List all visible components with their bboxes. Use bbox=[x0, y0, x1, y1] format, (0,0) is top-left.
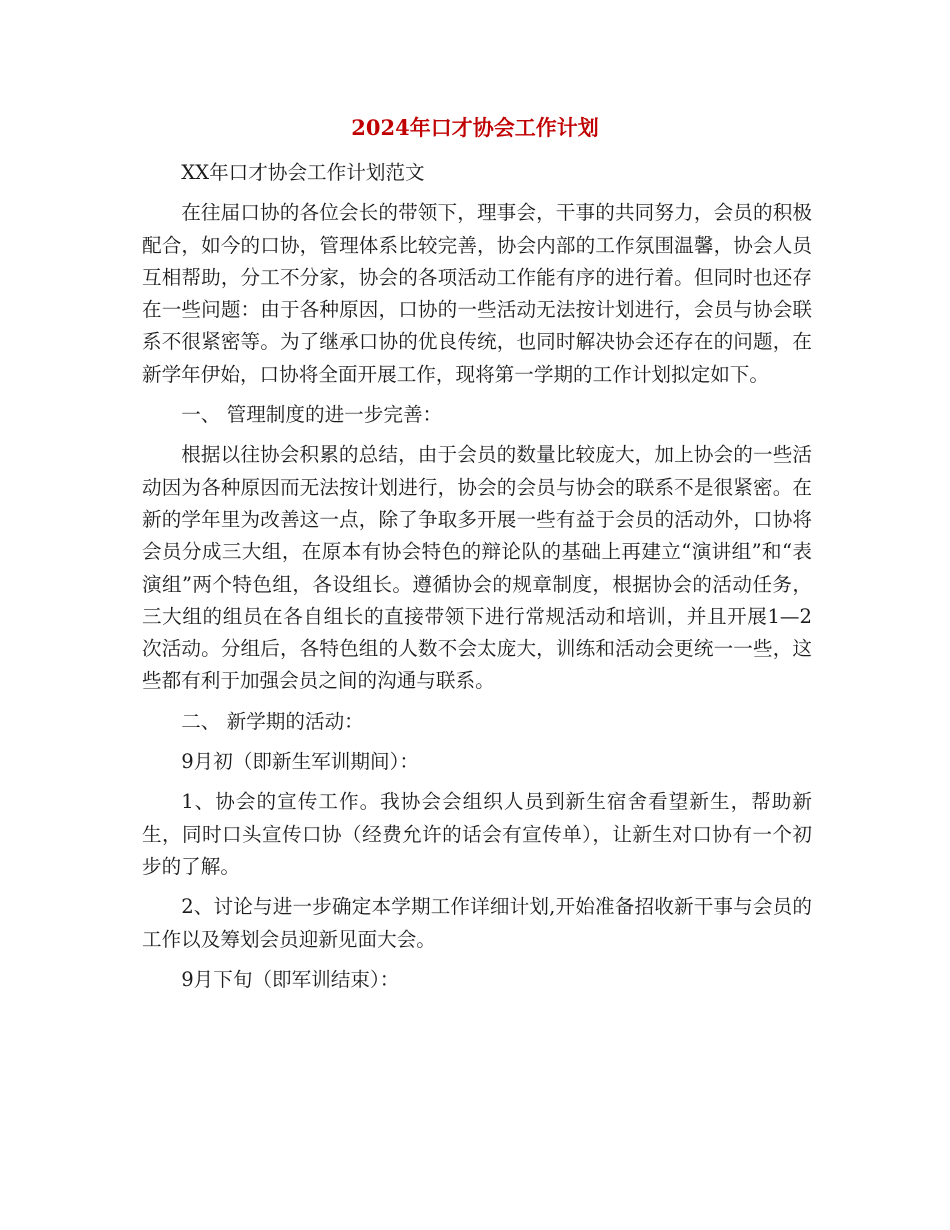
document-title: 2024年口才协会工作计划 bbox=[351, 115, 599, 140]
paragraph-intro: 在往届口协的各位会长的带领下，理事会，干事的共同努力，会员的积极配合，如今的口协，管理体系比较完善，协会内部的工作氛围温馨，协会人员互相帮助，分工不分家，协会的各项活动工作能有序的进行着。但同时也还存在一些问题：由于各种原因，口协的一些活动无法按计划进行，会员与协会联系不很紧密等。为了继承口协的优良传统，也同时解决协会还存在的问题，在新学年伊始，口协将全面开展工作，现将第一学期的工作计划拟定如下。 bbox=[142, 201, 812, 386]
section-heading-1: 一、 管理制度的进一步完善： bbox=[181, 403, 443, 427]
section-heading-2: 二、 新学期的活动： bbox=[181, 709, 364, 733]
subheading-late-september: 9月下旬（即军训结束）： bbox=[181, 967, 400, 991]
subheading-early-september: 9月初（即新生军训期间）： bbox=[181, 750, 419, 774]
paragraph-management: 根据以往协会积累的总结，由于会员的数量比较庞大，加上协会的一些活动因为各种原因而无法按计划进行，协会的会员与协会的联系不是很紧密。在新的学年里为改善这一点，除了争取多开展一些有益于会员的活动外，口协将会员分成三大组，在原本有协会特色的辩论队的基础上再建立“演讲组”和“表演组”两个特色组，各设组长。遵循协会的规章制度，根据协会的活动任务，三大组的组员在各自组长的直接带领下进行常规活动和培训，并且开展1—2次活动。分组后，各特色组的人数不会太庞大，训练和活动会更统一一些，这些都有利于加强会员之间的沟通与联系。 bbox=[142, 443, 812, 693]
paragraph-item-2: 2、讨论与进一步确定本学期工作详细计划,开始准备招收新干事与会员的工作以及筹划会员迎新见面大会。 bbox=[142, 895, 812, 951]
document-body bbox=[142, 157, 812, 1004]
paragraph-subtitle: XX年口才协会工作计划范文 bbox=[181, 161, 425, 184]
paragraph-item-1: 1、协会的宣传工作。我协会会组织人员到新生宿舍看望新生，帮助新生，同时口头宣传口协（经费允许的话会有宣传单），让新生对口协有一个初步的了解。 bbox=[142, 790, 812, 878]
